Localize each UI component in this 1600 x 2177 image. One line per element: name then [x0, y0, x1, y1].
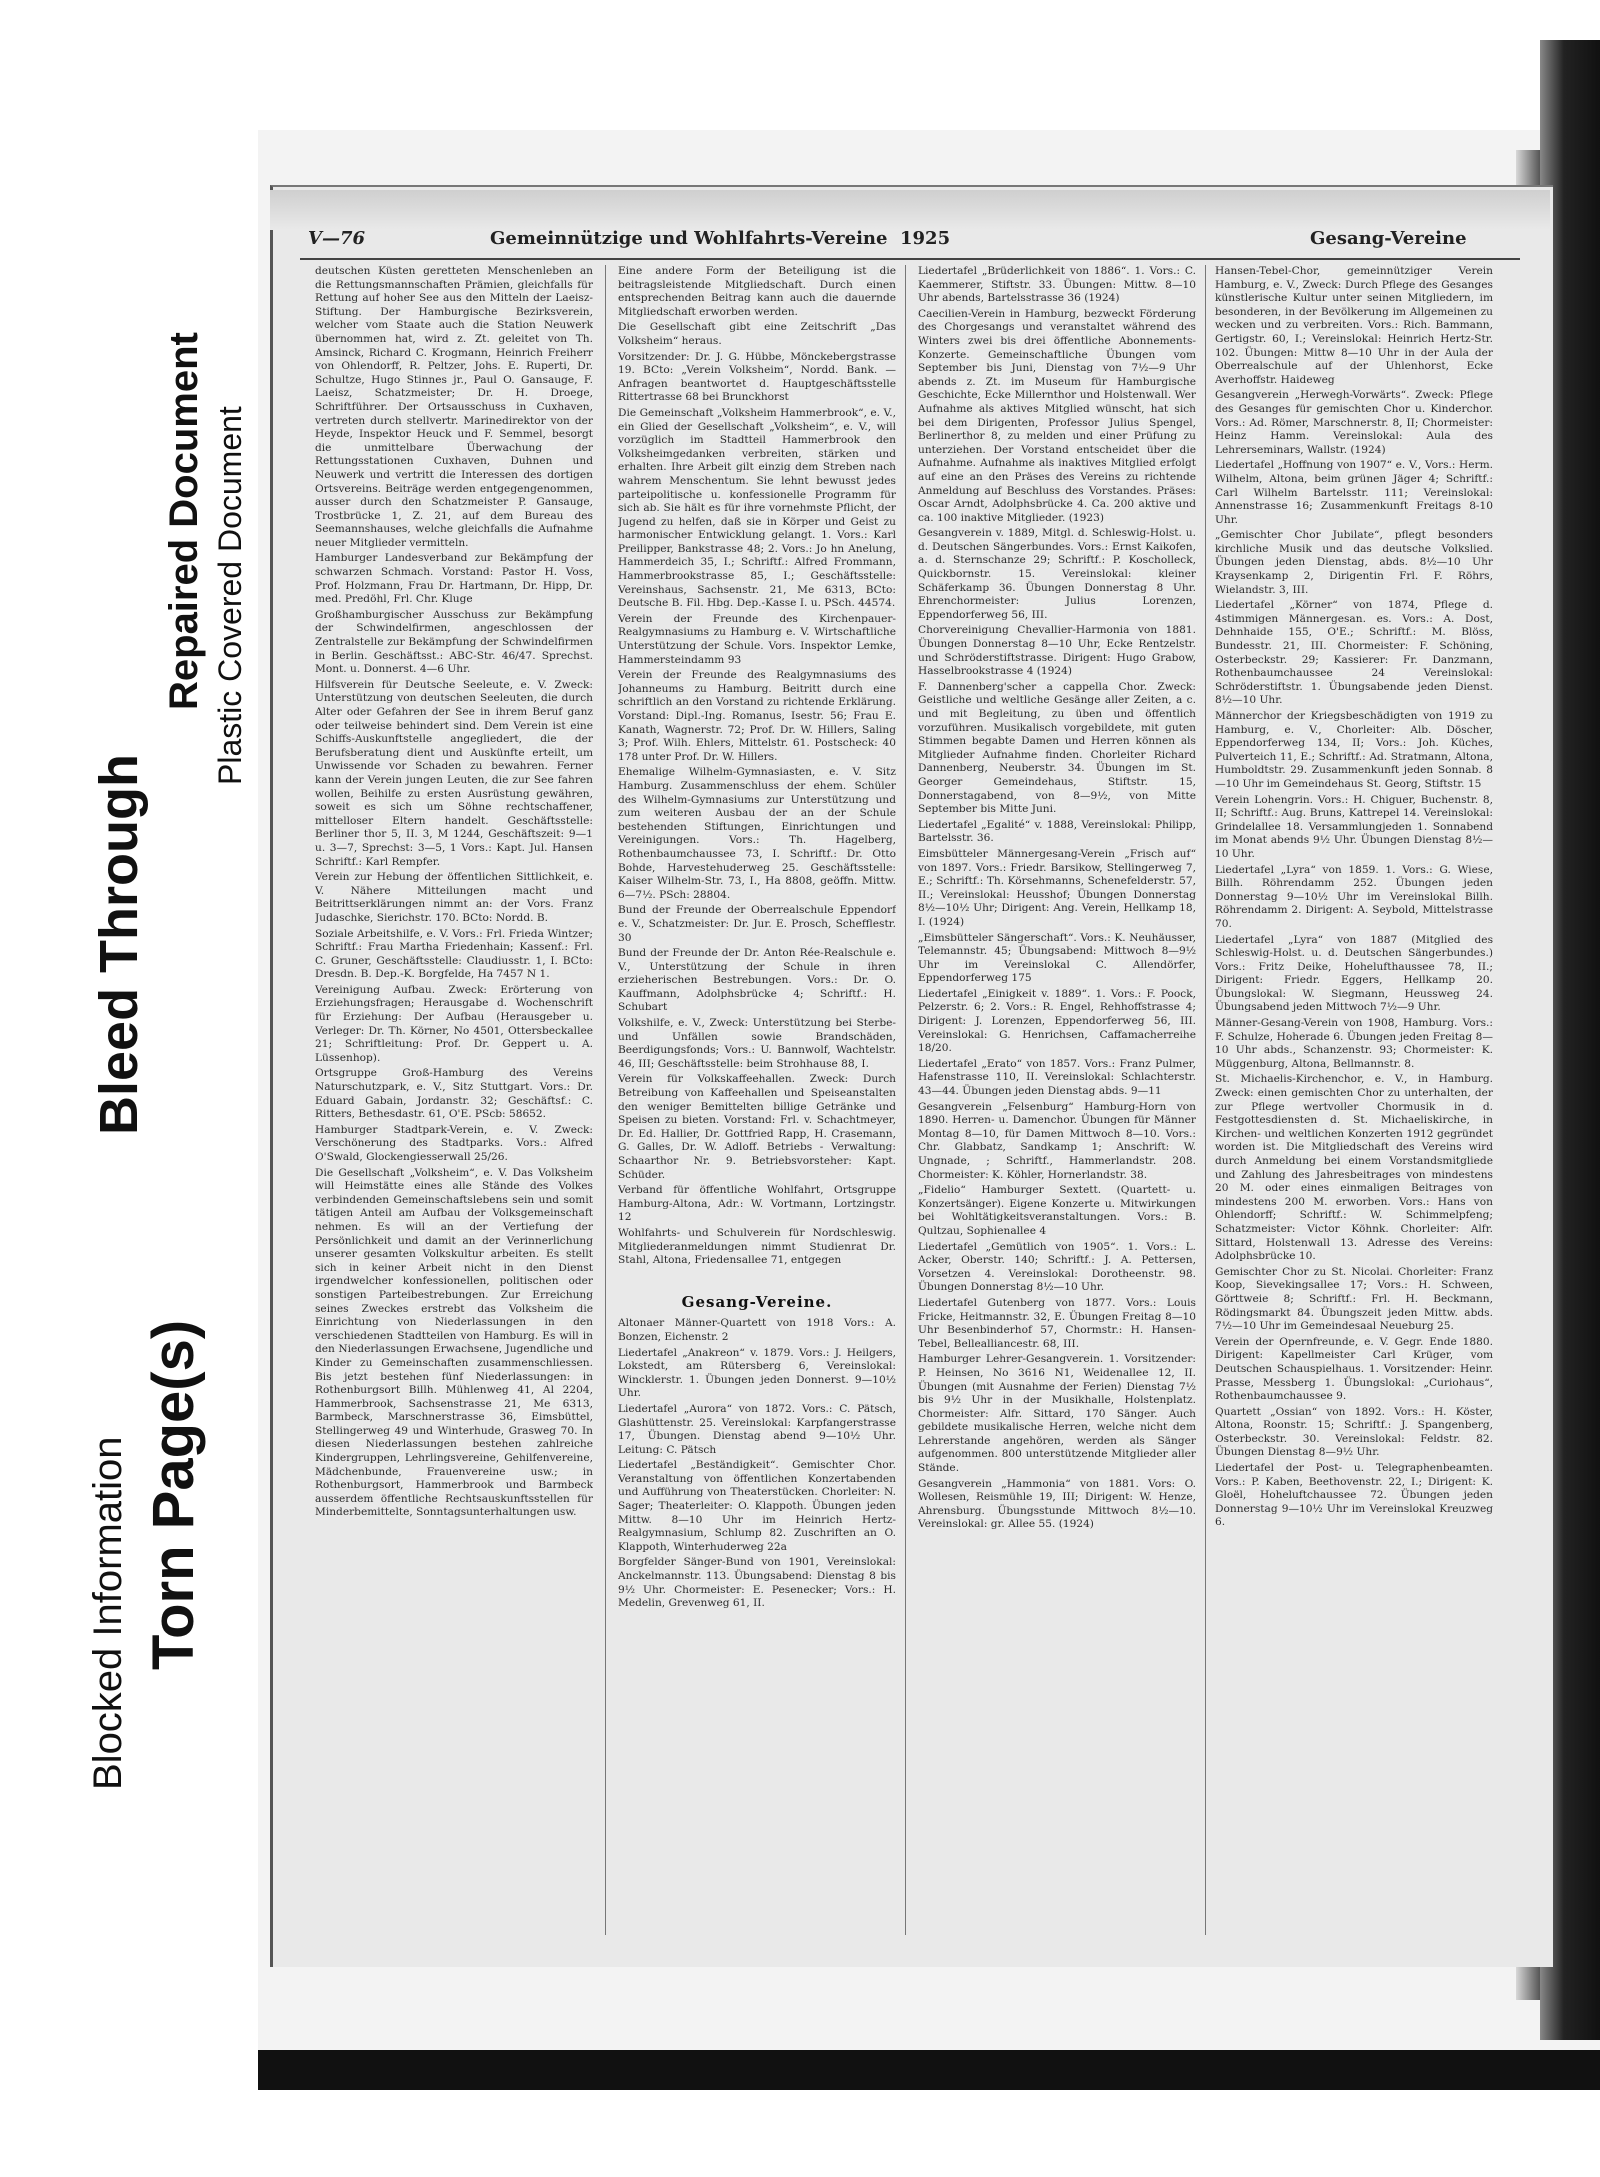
label-repaired-document: Repaired Document — [162, 332, 206, 710]
paragraph: „Eimsbütteler Sängerschaft“. Vors.: K. Neuhäusser, Telemannstr. 45; Übungsabend: Mittwoch 8—9½ Uhr im Vereinslokal C. Allendörfer, Eppendorferweg 175 — [918, 931, 1196, 985]
text-column-2 — [618, 265, 896, 1935]
column-divider — [1205, 265, 1206, 1935]
paragraph: Volkshilfe, e. V., Zweck: Unterstützung bei Sterbe- und Unfällen sowie Brandschäden, Beerdigungsfonds; Vors.: U. Bannwolf, Wachtelstr. 46, III; Geschäftsstelle: beim Strohhause 88, I. — [618, 1017, 896, 1070]
paragraph: Liedertafel „Erato“ von 1857. Vors.: Franz Pulmer, Hafenstrasse 110, II. Vereinslokal: Schlachterstr. 43—44. Übungen jeden Dienstag abds. 9—11 — [918, 1057, 1196, 1098]
paragraph: Gesangverein v. 1889, Mitgl. d. Schleswig-Holst. u. d. Deutschen Sängerbundes. Vors.: Ernst Kaikofen, a. d. Sternschanze 29; Schriftf.: P. Koscholleck, Quickbornstr. 15. Vereinslokal: kleiner Schäferkamp 36. Übungen Donnerstag 8 Uhr. Ehrenchormeister: Julius Lorenzen, Eppendorferweg 56, III. — [918, 527, 1196, 621]
header-year: 1925 — [900, 228, 951, 249]
paragraph: Gesangverein „Hammonia“ von 1881. Vors: O. Wollesen, Reismühle 19, III; Dirigent: W. Henze, Ahrensburg. Übungsstunde Mittwoch 8½—10. Vereinslokal: gr. Allee 55. (1924) — [918, 1477, 1196, 1531]
page-top-shadow — [270, 190, 1550, 230]
paragraph: Verband für öffentliche Wohlfahrt, Ortsgruppe Hamburg-Altona, Adr.: W. Vortmann, Lortzingstr. 12 — [618, 1184, 896, 1224]
paragraph: Hilfsverein für Deutsche Seeleute, e. V. Zweck: Unterstützung von deutschen Seeleuten, die durch Alter oder Gefahren der See in ihrem Beruf ganz oder teilweise behindert sind. Dem Verein ist eine Schiffs-Auskunftstelle angegliedert, die der Berufsberatung dient und Auskünfte erteilt, um Unwissende vor Schaden zu bewahren. Ferner kann der Verein jungen Leuten, die zur See fahren wollen, Beihilfe zu ersten Ausrüstung gewähren, soweit es sich um Söhne rechtschaffener, mittelloser Eltern handelt. Geschäftsstelle: Berliner thor 5, II. 3, M 1244, Geschäftszeit: 9—1 u. 3—7, Sprechst: 3—5, 1 Vors.: Kapt. Jul. Hansen Schriftf.: Karl Rempfer. — [315, 678, 593, 868]
paragraph: Liedertafel „Aurora“ von 1872. Vors.: C. Pätsch, Glashüttenstr. 25. Vereinslokal: Karpfangerstrasse 17, Übungen. Dienstag abend 9—10½ Uhr. Leitung: C. Pätsch — [618, 1402, 896, 1456]
classification-sidebar — [0, 0, 260, 2177]
column-divider — [905, 265, 906, 1935]
header-title: Gemeinnützige und Wohlfahrts-Vereine — [490, 228, 888, 249]
label-bleed-through: Bleed Through — [89, 754, 149, 1135]
paragraph: Liedertafel „Einigkeit v. 1889“. 1. Vors.: F. Poock, Pelzerstr. 6; 2. Vors.: R. Engel, Rehhoffstrasse 4; Dirigent: J. Lorenzen, Eppendorferweg 56, III. Vereinslokal: G. Henrichsen, Caffamacherreihe 18/20. — [918, 987, 1196, 1055]
paragraph: Liedertafel „Lyra“ von 1859. 1. Vors.: G. Wiese, Billh. Röhrendamm 252. Übungen jeden Donnerstag 9—10½ Uhr im Vereinslokal Billh. Röhrendamm 2. Dirigent: A. Seybold, Mittelstrasse 70. — [1215, 863, 1493, 930]
paragraph: Ehemalige Wilhelm-Gymnasiasten, e. V. Sitz Hamburg. Zusammenschluss der ehem. Schüler des Wilhelm-Gymnasiums zur Unterstützung und zum weiteren Ausbau der an der Schule bestehenden Stiftungen, Einrichtungen und Vereinigungen. Vors.: Th. Hagelberg, Rothenbaumchaussee 73, I. Schriftf.: Dr. Otto Bohde, Harvestehuderweg 25. Geschäftsstelle: Kaiser Wilhelm-Str. 73, I., Ha 8808, geöffn. Mittw. 6—7½. PSch: 28804. — [618, 766, 896, 901]
text-column-4 — [1215, 265, 1493, 1935]
paragraph: Männerchor der Kriegsbeschädigten von 1919 zu Hamburg, e. V., Chorleiter: Alb. Döscher, Eppendorferweg 134, II; Vors.: Joh. Küches, Pulverteich 11, E.; Schriftf.: Ad. Stratmann, Altona, Humboldtstr. 29. Zusammenkunft jeden Sonnab. 8—10 Uhr im Gemeindehaus St. Georg, Stiftstr. 15 — [1215, 710, 1493, 790]
paragraph: Großhamburgischer Ausschuss zur Bekämpfung der Schwindelfirmen, angeschlossen der Zentralstelle zur Bekämpfung der Schwindelfirmen in Berlin. Geschäftsst.: ABC-Str. 46/47. Sprechst. Mont. u. Donnerst. 4—6 Uhr. — [315, 608, 593, 676]
paragraph: Hamburger Landesverband zur Bekämpfung der schwarzen Schmach. Vorstand: Pastor H. Voss, Prof. Holzmann, Frau Dr. Hartmann, Dr. Hipp, Dr. med. Predöhl, Frl. Chr. Kluge — [315, 552, 593, 606]
paragraph: Liedertafel „Anakreon“ v. 1879. Vors.: J. Heilgers, Lokstedt, am Rütersberg 6, Vereinslokal: Wincklerstr. 1. Übungen jeden Donnerst. 9—10½ Uhr. — [618, 1346, 896, 1400]
paragraph: Hansen-Tebel-Chor, gemeinnütziger Verein Hamburg, e. V., Zweck: Durch Pflege des Gesanges künstlerische Kultur unter seinen Mitgliedern, im besonderen, in der Bevölkerung im Allgemeinen zu wecken und zu verbreiten. Vors.: Rich. Bammann, Gertigstr. 60, I.; Vereinslokal: Heinrich Hertz-Str. 102. Übungen: Mittw 8—10 Uhr in der Aula der Oberrealschule auf der Uhlenhorst, Ecke Averhoffstr. Haideweg — [1215, 265, 1493, 386]
paragraph: Bund der Freunde der Oberrealschule Eppendorf e. V., Schatzmeister: Dr. Jur. E. Prosch, Schefflestr. 30 — [618, 904, 896, 944]
paragraph: Die Gemeinschaft „Volksheim Hammerbrook“, e. V., ein Glied der Gesellschaft „Volksheim“, e. V., will vorzüglich im Stadtteil Hammerbrook den Volksheimgedanken verbreiten, stärken und erhalten. Ihre Arbeit gilt einzig dem Streben nach wahrem Menschentum. Sie lehnt bewusst jedes parteipolitische u. konfessionelle Programm für sich ab. Sie hält es für ihre vornehmste Pflicht, der Jugend zu helfen, daß sie in Körper und Geist zu harmonischer Entwicklung gelangt. 1. Vors.: Karl Preilipper, Bankstrasse 48; 2. Vors.: Jo hn Anelung, Hammerdeich 35, I.; Schriftf.: Alfred Frommann, Hammerbrookstrasse 85, I.; Geschäftsstelle: Vereinshaus, Sachsenstr. 21, Me 6313, BCto: Deutsche B. Fil. Hbg. Dep.-Kasse I. u. PSch. 44574. — [618, 406, 896, 610]
paragraph: „Fidelio“ Hamburger Sextett. (Quartett- u. Konzertsänger). Eigene Konzerte u. Mitwirkungen bei Wohltätigkeitsveranstaltungen. Vors.: B. Qultzau, Sophienallee 4 — [918, 1184, 1196, 1237]
paragraph: Liedertafel „Egalité“ v. 1888, Vereinslokal: Philipp, Bartelsstr. 36. — [918, 818, 1196, 845]
paragraph: Liedertafel „Hoffnung von 1907“ e. V., Vors.: Herm. Wilhelm, Altona, beim grünen Jäger 4; Schriftf.: Carl Wilhelm Bartelsstr. 111; Vereinslokal: Annenstrasse 16; Zusammenkunft Freitags 8-10 Uhr. — [1215, 459, 1493, 526]
paragraph: Verein für Volkskaffeehallen. Zweck: Durch Betreibung von Kaffeehallen und Speiseanstalten den weniger Bemittelten billige Getränke und Speisen zu bieten. Vorstand: Frl. v. Schachtmeyer, Dr. Ed. Hallier, Dr. Gottfried Rapp, H. Crasemann, G. Galles, Dr. W. Adloff. Betriebs - Verwaltung: Schaarthor Nr. 9. Betriebsvorsteher: Kapt. Schüder. — [618, 1073, 896, 1181]
paragraph: Vereinigung Aufbau. Zweck: Erörterung von Erziehungsfragen; Herausgabe d. Wochenschrift für Erziehung: Der Aufbau (Herausgeber u. Verleger: Dr. Th. Körner, No 4501, Ottersbeckallee 21; Schriftleitung: Prof. Dr. Geppert u. A. Lüssenhop). — [315, 983, 593, 1064]
paragraph: Verein der Freunde des Realgymnasiums des Johanneums zu Hamburg. Beitritt durch eine schriftlich an den Vorstand zu richtende Erklärung. Vorstand: Dipl.-Ing. Romanus, Isestr. 56; Frau E. Kanath, Wagnerstr. 72; Prof. Dr. W. Hillers, Saling 3; Prof. Wilh. Ehlers, Mittelstr. 61. Postscheck: 40 178 unter Prof. Dr. W. Hillers. — [618, 669, 896, 763]
page-number: V—76 — [308, 228, 366, 249]
paragraph: Borgfelder Sänger-Bund von 1901, Vereinslokal: Anckelmannstr. 113. Übungsabend: Dienstag 8 bis 9½ Uhr. Chormeister: E. Pesenecker; Vors.: H. Medelin, Grevenweg 61, II. — [618, 1556, 896, 1610]
label-torn-pages: Torn Page(s) — [141, 1319, 206, 1670]
paragraph: Verein der Freunde des Kirchenpauer-Realgymnasiums zu Hamburg e. V. Wirtschaftliche Unterstützung der Schule. Vors. Inspektor Lemke, Hammersteindamm 93 — [618, 612, 896, 666]
page-header — [300, 228, 1520, 260]
paragraph: Liedertafel der Post- u. Telegraphenbeamten. Vors.: P. Kaben, Beethovenstr. 22, I.; Dirigent: K. Gloël, Hoheluftchaussee 72. Übungen jeden Donnerstag 9—10½ Uhr im Vereinslokal Kreuzweg 6. — [1215, 1462, 1493, 1529]
bottom-scan-border — [258, 2050, 1600, 2090]
paragraph: F. Dannenberg'scher a cappella Chor. Zweck: Geistliche und weltliche Gesänge aller Zeiten, a c. und mit Begleitung, zu üben und öffentlich vorzuführen. Musikalisch vorgebildete, mit guten Stimmen begabte Damen und Herren können als Mitglieder Aufnahme finden. Chorleiter Richard Dannenberg, Neuberstr. 34. Übungen im St. Georger Gemeindehaus, Stiftstr. 15, Donnerstagabend, von 8—9½, von Mitte September bis Mitte Juni. — [918, 680, 1196, 816]
section-title: Gesang-Vereine. — [681, 1292, 833, 1311]
paragraph: Wohlfahrts- und Schulverein für Nordschleswig. Mitgliederanmeldungen nimmt Studienrat Dr. Stahl, Altona, Friedensallee 71, entgegen — [618, 1226, 896, 1267]
paragraph: Ortsgruppe Groß-Hamburg des Vereins Naturschutzpark, e. V., Sitz Stuttgart. Vors.: Dr. Eduard Gabain, Jordanstr. 32; Geschäftsf.: C. Ritters, Bethesdastr. 61, O'E. PScb: 58652. — [315, 1067, 593, 1121]
paragraph: St. Michaelis-Kirchenchor, e. V., in Hamburg. Zweck: einen gemischten Chor zu unterhalten, der zur Pflege wertvoller Chormusik in d. Festgottesdiensten d. St. Michaeliskirche, in Kirchen- und weltlichen Konzerten 1912 gegründet worden ist. Die Mitgliedschaft des Vereins wird durch Anmeldung bei einem Vorstandsmitgliede und Zahlung des Jahresbeitrages von mindestens 20 M. oder eines einmaligen Beitrages von mindestens 200 M. erworben. Vors.: Hans von Ohlendorff; Schriftf.: W. Schimmelpfeng; Schatzmeister: Victor Köhnk. Chorleiter: Alfr. Sittard, Holstenwall 13. Adresse des Vereins: Adolphsbrücke 10. — [1215, 1073, 1493, 1263]
paragraph: Altonaer Männer-Quartett von 1918 Vors.: A. Bonzen, Eichenstr. 2 — [618, 1317, 896, 1343]
paragraph: Liedertafel Gutenberg von 1877. Vors.: Louis Fricke, Heitmannstr. 32, E. Übungen Freitag 8—10 Uhr Besenbinderhof 57, Chormstr.: H. Hansen-Tebel, Bellealliancestr. 68, III. — [918, 1296, 1196, 1350]
paragraph: deutschen Küsten geretteten Menschenleben an die Rettungsmannschaften Prämien, gleichfalls für Rettung auf hoher See aus den Mitteln der Laeisz-Stiftung. Der Hamburgische Bezirksverein, welcher vom Staate auch die Station Neuwerk übernommen hat, wird z. Zt. geleitet von Th. Amsinck, Richard C. Krogmann, Heinrich Freiherr von Ohlendorff, R. Peltzer, Johs. E. Ruperti, Dr. Schultze, Hugo Stinnes jr., Paul O. Gansauge, F. Laeisz, Schatzmeister; Dr. H. Droege, Schriftführer. Der Ortsausschuss in Cuxhaven, vertreten durch stellvertr. Marinedirektor von der Heyde, Inspektor Heuck und F. Semmel, besorgt die unmittelbare Überwachung der Rettungsstationen Cuxhaven, Duhnen und Neuwerk und vertritt die Interessen des dortigen Ortsvereins. Beiträge werden entgegengenommen, ausser durch den Schatzmeister P. Gansauge, Trostbrücke 1, Z. 21, auf dem Bureau des Seemannshauses, welche gleichfalls die Aufnahme neuer Mitglieder vermitteln. — [315, 265, 593, 549]
label-blocked-information: Blocked Information — [86, 1436, 130, 1790]
paragraph: Liedertafel „Körner“ von 1874, Pflege d. 4stimmigen Männergesan. es. Vors.: A. Dost, Dehnhaide 155, O'E.; Schriftf.: M. Blöss, Bundesstr. 21, III. Chormeister: F. Schöning, Osterbeckstr. 29; Kassierer: Fr. Danzmann, Rothenbaumchaussee 24 Vereinslokal: Schröderstiftstr. 1. Übungsabende jeden Dienst. 8½—10 Uhr. — [1215, 599, 1493, 707]
paragraph: Liedertafel „Gemütlich von 1905“. 1. Vors.: L. Acker, Oberstr. 140; Schriftf.: J. A. Pettersen, Vorsetzen 4. Vereinslokal: Dorotheenstr. 98. Übungen Donnerstag 8½—10 Uhr. — [918, 1240, 1196, 1294]
paragraph: Quartett „Ossian“ von 1892. Vors.: H. Köster, Altona, Roonstr. 15; Schriftf.: J. Spangenberg, Osterbeckstr. 30. Vereinslokal: Feldstr. 82. Übungen Dienstag 8—9½ Uhr. — [1215, 1405, 1493, 1459]
paragraph: Eimsbütteler Männergesang-Verein „Frisch auf“ von 1897. Vors.: Friedr. Barsikow, Stellingerweg 7, E.; Schriftf.: Th. Körsehmanns, Schenefelderstr. 57, II.; Vereinslokal: Heusshof; Übungen Donnerstag 8½—10½ Uhr; Dirigent: Ang. Verein, Hellkamp 18, I. (1924) — [918, 847, 1196, 928]
paragraph: Eine andere Form der Beteiligung ist die beitragsleistende Mitgliedschaft. Durch einen entsprechenden Beitrag kann auch die dauernde Mitgliedschaft erworben werden. — [618, 265, 896, 318]
text-column-1 — [315, 265, 593, 1935]
paragraph: Liedertafel „Brüderlichkeit von 1886“. 1. Vors.: C. Kaemmerer, Stiftstr. 33. Übungen: Mittw. 8—10 Uhr abends, Bartelsstrasse 36 (1924) — [918, 265, 1196, 305]
paragraph: Verein der Opernfreunde, e. V. Gegr. Ende 1880. Dirigent: Kapellmeister Carl Krüger, vom Deutschen Schauspielhaus. 1. Vorsitzender: Heinr. Prasse, Messberg 1. Übungslokal: „Curiohaus“, Rothenbaumchaussee 9. — [1215, 1335, 1493, 1403]
paragraph: Hamburger Lehrer-Gesangverein. 1. Vorsitzender: P. Heinsen, No 3616 N1, Weidenallee 12, II. Übungen (mit Ausnahme der Ferien) Dienstag 7½ bis 9½ Uhr in der Musikhalle, Holstenplatz. Chormeister: Alfr. Sittard, 170 Sänger. Auch gebildete musikalische Herren, welche nicht dem Lehrerstande angehören, werden als Sänger aufgenommen. 800 unterstützende Mitglieder aller Stände. — [918, 1353, 1196, 1475]
paragraph: Vorsitzender: Dr. J. G. Hübbe, Mönckebergstrasse 19. BCto: „Verein Volksheim“, Nordd. Bank. — Anfragen beantwortet d. Hauptgeschäftsstelle Rittertrasse 68 bei Brunckhorst — [618, 350, 896, 404]
paragraph: Gesangverein „Felsenburg“ Hamburg-Horn von 1890. Herren- u. Damenchor. Übungen für Männer Montag 8—10, für Damen Mittwoch 8—10. Vors.: Chr. Glabbatz, Sandkamp 1; Anschrift: W. Ungnade, ; Schriftf., Hammerlandstr. 208. Chormeister: K. Köhler, Hornerlandstr. 38. — [918, 1100, 1196, 1181]
paragraph: Verein zur Hebung der öffentlichen Sittlichkeit, e. V. Nähere Mitteilungen macht und Beitrittserklärungen nimmt an: der Vors. Franz Judaschke, Sierichstr. 170. BCto: Nordd. B. — [315, 871, 593, 924]
text-column-3 — [918, 265, 1196, 1935]
label-plastic-covered-document: Plastic Covered Document — [212, 406, 248, 785]
paragraph: Liedertafel „Lyra“ von 1887 (Mitglied des Schleswig-Holst. u. d. Deutschen Sängerbundes.) Vors.: Fritz Deike, Hohelufthaussee 78, II.; Dirigent: Friedr. Eggers, Hellkamp 20. Übungslokal: W. Siegmann, Heussweg 24. Übungsabend jeden Mittwoch 7½—9 Uhr. — [1215, 933, 1493, 1014]
paragraph: Bund der Freunde der Dr. Anton Rée-Realschule e. V., Unterstützung der Schule in ihren erzieherischen Bestrebungen. Vors.: Dr. O. Kauffmann, Adolphsbrücke 4; Schriftf.: H. Schubart — [618, 947, 896, 1014]
paragraph: Gesangverein „Herwegh-Vorwärts“. Zweck: Pflege des Gesanges für gemischten Chor u. Kinderchor. Vors.: Ad. Römer, Marschnerstr. 8, II; Chormeister: Heinz Hamm. Vereinslokal: Aula des Lehrerseminars, Wallstr. (1924) — [1215, 389, 1493, 456]
paragraph: Liedertafel „Beständigkeit“. Gemischter Chor. Veranstaltung von öffentlichen Konzertabenden und Aufführung von Theaterstücken. Chorleiter: N. Sager; Theaterleiter: O. Klappoth. Übungen jeden Mittw. 8—10 Uhr im Heinrich Hertz-Realgymnasium, Schlump 82. Zuschriften an O. Klappoth, Winterhuderweg 22a — [618, 1459, 896, 1553]
paragraph: Caecilien-Verein in Hamburg, bezweckt Förderung des Chorgesangs und veranstaltet während des Winters zwei bis drei öffentliche Abonnements-Konzerte. Gemeinschaftliche Übungen vom September bis Juni, Dienstag von 7½—9 Uhr abends z. Zt. im Museum für Hamburgische Geschichte, Ecke Millernthor und Holstenwall. Wer Aufnahme als aktives Mitglied wünscht, hat sich bei dem Dirigenten, Professor Julius Spengel, Berlinerthor 8, zu melden und einer Prüfung zu unterziehen. Der Vorstand entscheidet über die Aufnahme. Aufnahme als inaktives Mitglied erfolgt auf eine an den Präses des Vereins zu richtende Anmeldung auf Beschluss des Vorstandes. Präses: Oscar Arndt, Adolphsbrücke 4. Ca. 200 aktive und ca. 100 inaktive Mitglieder. (1923) — [918, 307, 1196, 524]
paragraph: „Gemischter Chor Jubilate“, pflegt besonders kirchliche Musik und das deutsche Volkslied. Übungen jeden Dienstag, abds. 8½—10 Uhr Kraysenkamp 2, Dirigentin Frl. F. Röhrs, Wielandstr. 3, III. — [1215, 529, 1493, 596]
paragraph: Männer-Gesang-Verein von 1908, Hamburg. Vors.: F. Schulze, Hoherade 6. Übungen jeden Freitag 8—10 Uhr abds., Schanzenstr. 93; Chormeister: K. Müggenburg, Altona, Bellmannstr. 8. — [1215, 1017, 1493, 1070]
paragraph: Verein Lohengrin. Vors.: H. Chiguer, Buchenstr. 8, II; Schriftf.: Aug. Bruns, Kattrepel 14. Vereinslokal: Grindelallee 18. Versammlungjeden 1. Sonnabend im Monat abends 9½ Uhr. Übungen Dienstag 8½—10 Uhr. — [1215, 793, 1493, 860]
column-divider — [605, 265, 606, 1935]
paragraph: Die Gesellschaft „Volksheim“, e. V. Das Volksheim will Heimstätte eines alle Stände des Volkes verbindenden Gemeinschaftslebens sein und somit tätigen Anteil am Aufbau der Volksgemeinschaft nehmen. Es will an der Vertiefung der Persönlichkeit und damit an der Verinnerlichung unserer gesamten Volkskultur arbeiten. Es stellt sich in keiner Arbeit nicht in den Dienst irgendwelcher konfessionellen, politischen oder sonstigen Parteibestrebungen. Zur Erreichung seines Zweckes erstrebt das Volksheim die Einrichtung von Niederlassungen in den verschiedenen Stadtteilen von Hamburg. Es will in den Niederlassungen Erwachsene, Jugendliche und Kinder zu Gemeinschaften zusammenschliessen. Bis jetzt bestehen fünf Niederlassungen: in Rothenburgsort Billh. Mühlenweg 41, Al 2204, Hammerbrook, Sachsenstrasse 21, Me 6313, Barmbeck, Marschnerstrasse 36, Eimsbüttel, Stellingerweg 49 und Winterhude, Grasweg 70. In diesen Niederlassungen bestehen zahlreiche Kindergruppen, Lehrlingsvereine, Gehilfenvereine, Mädchenbunde, Frauenvereine usw.; in Rothenburgsort, Hammerbrook und Barmbeck ausserdem öffentliche Rechtsauskunftsstellen für Minderbemittelte, Sonntagsunterhaltungen usw. — [315, 1166, 593, 1519]
paragraph: Hamburger Stadtpark-Verein, e. V. Zweck: Verschönerung des Stadtparks. Vors.: Alfred O'Swald, Glockengiesserwall 25/26. — [315, 1123, 593, 1163]
header-section: Gesang-Vereine — [1310, 228, 1467, 249]
paragraph: Chorvereinigung Chevallier-Harmonia von 1881. Übungen Donnerstag 8—10 Uhr, Ecke Rentzelstr. und Schröderstiftstrasse. Dirigent: Hugo Grabow, Hasselbrookstrasse 4 (1924) — [918, 624, 1196, 678]
paragraph: Die Gesellschaft gibt eine Zeitschrift „Das Volksheim“ heraus. — [618, 321, 896, 347]
paragraph: Gemischter Chor zu St. Nicolai. Chorleiter: Franz Koop, Sievekingsallee 17; Vors.: H. Schween, Görttweie 8; Schriftf.: Frl. H. Beckmann, Rödingsmarkt 84. Übungszeit jeden Mittw. abds. 7½—10 Uhr im Gemeindesaal Neueburg 25. — [1215, 1265, 1493, 1333]
paragraph: Soziale Arbeitshilfe, e. V. Vors.: Frl. Frieda Wintzer; Schriftf.: Frau Martha Friedenhain; Kassenf.: Frl. C. Gruner, Geschäftsstelle: Claudiusstr. 1, I. BCto: Dresdn. B. Dep.-K. Borgfelde, Ha 7457 N 1. — [315, 927, 593, 981]
